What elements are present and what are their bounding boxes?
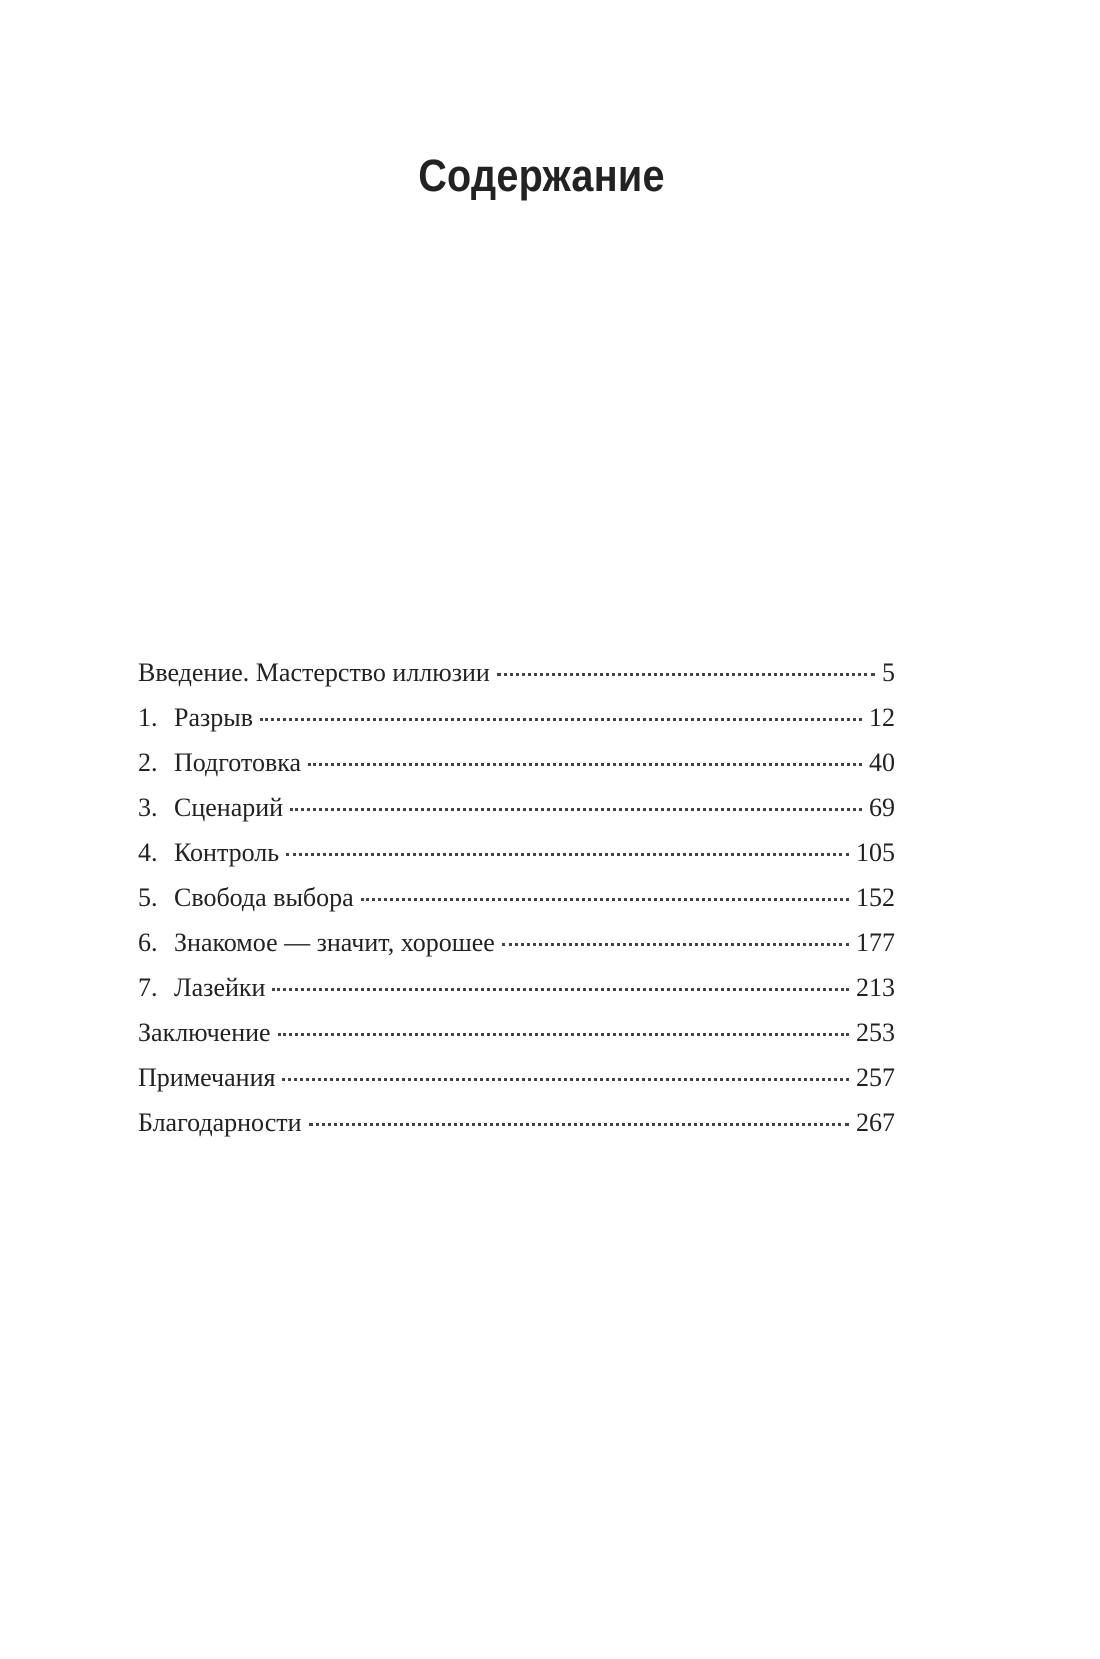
toc-entry-page: 177 — [856, 928, 895, 957]
toc-entry-chapter-4[interactable] — [138, 830, 895, 875]
toc-entry-number: 3. — [138, 793, 158, 822]
toc-entry-page: 257 — [856, 1063, 895, 1092]
table-of-contents — [138, 650, 895, 1145]
toc-entry-acknowledgements[interactable] — [138, 1100, 895, 1145]
toc-entry-number: 5. — [138, 883, 158, 912]
toc-entry-chapter-5[interactable] — [138, 875, 895, 920]
toc-entry-notes[interactable] — [138, 1055, 895, 1100]
toc-entry-page: 12 — [869, 703, 895, 732]
toc-entry-page: 267 — [856, 1108, 895, 1137]
toc-entry-title: Введение. Мастерство иллюзии — [138, 658, 490, 687]
dot-leader — [309, 1123, 849, 1126]
dot-leader — [282, 1078, 849, 1081]
dot-leader — [497, 673, 875, 676]
toc-entry-number: 4. — [138, 838, 158, 867]
toc-entry-page: 152 — [856, 883, 895, 912]
toc-entry-title: Лазейки — [174, 973, 266, 1002]
toc-entry-title: Подготовка — [174, 748, 302, 777]
toc-entry-chapter-6[interactable] — [138, 920, 895, 965]
dot-leader — [361, 898, 849, 901]
toc-entry-title: Свобода выбора — [174, 883, 354, 912]
dot-leader — [272, 988, 849, 991]
dot-leader — [290, 808, 862, 811]
toc-entry-number: 6. — [138, 928, 158, 957]
toc-entry-page: 69 — [869, 793, 895, 822]
toc-entry-page: 253 — [856, 1018, 895, 1047]
dot-leader — [260, 718, 862, 721]
toc-entry-page: 40 — [869, 748, 895, 777]
toc-entry-chapter-7[interactable] — [138, 965, 895, 1010]
toc-entry-page: 5 — [882, 658, 895, 687]
toc-entry-number: 2. — [138, 748, 158, 777]
toc-entry-title: Примечания — [138, 1063, 276, 1092]
toc-entry-title: Заключение — [138, 1018, 271, 1047]
dot-leader — [502, 943, 849, 946]
toc-entry-title: Знакомое — значит, хорошее — [174, 928, 495, 957]
dot-leader — [278, 1033, 849, 1036]
toc-entry-introduction[interactable] — [138, 650, 895, 695]
toc-entry-page: 105 — [856, 838, 895, 867]
toc-entry-chapter-1[interactable] — [138, 695, 895, 740]
page-title: Содержание — [418, 150, 665, 201]
toc-entry-title: Разрыв — [174, 703, 254, 732]
toc-entry-number: 1. — [138, 703, 158, 732]
toc-entry-chapter-3[interactable] — [138, 785, 895, 830]
toc-entry-title: Контроль — [174, 838, 280, 867]
toc-entry-title: Сценарий — [174, 793, 284, 822]
dot-leader — [308, 763, 862, 766]
toc-entry-chapter-2[interactable] — [138, 740, 895, 785]
dot-leader — [286, 853, 849, 856]
toc-entry-title: Благодарности — [138, 1108, 302, 1137]
toc-entry-number: 7. — [138, 973, 158, 1002]
toc-entry-conclusion[interactable] — [138, 1010, 895, 1055]
toc-entry-page: 213 — [856, 973, 895, 1002]
